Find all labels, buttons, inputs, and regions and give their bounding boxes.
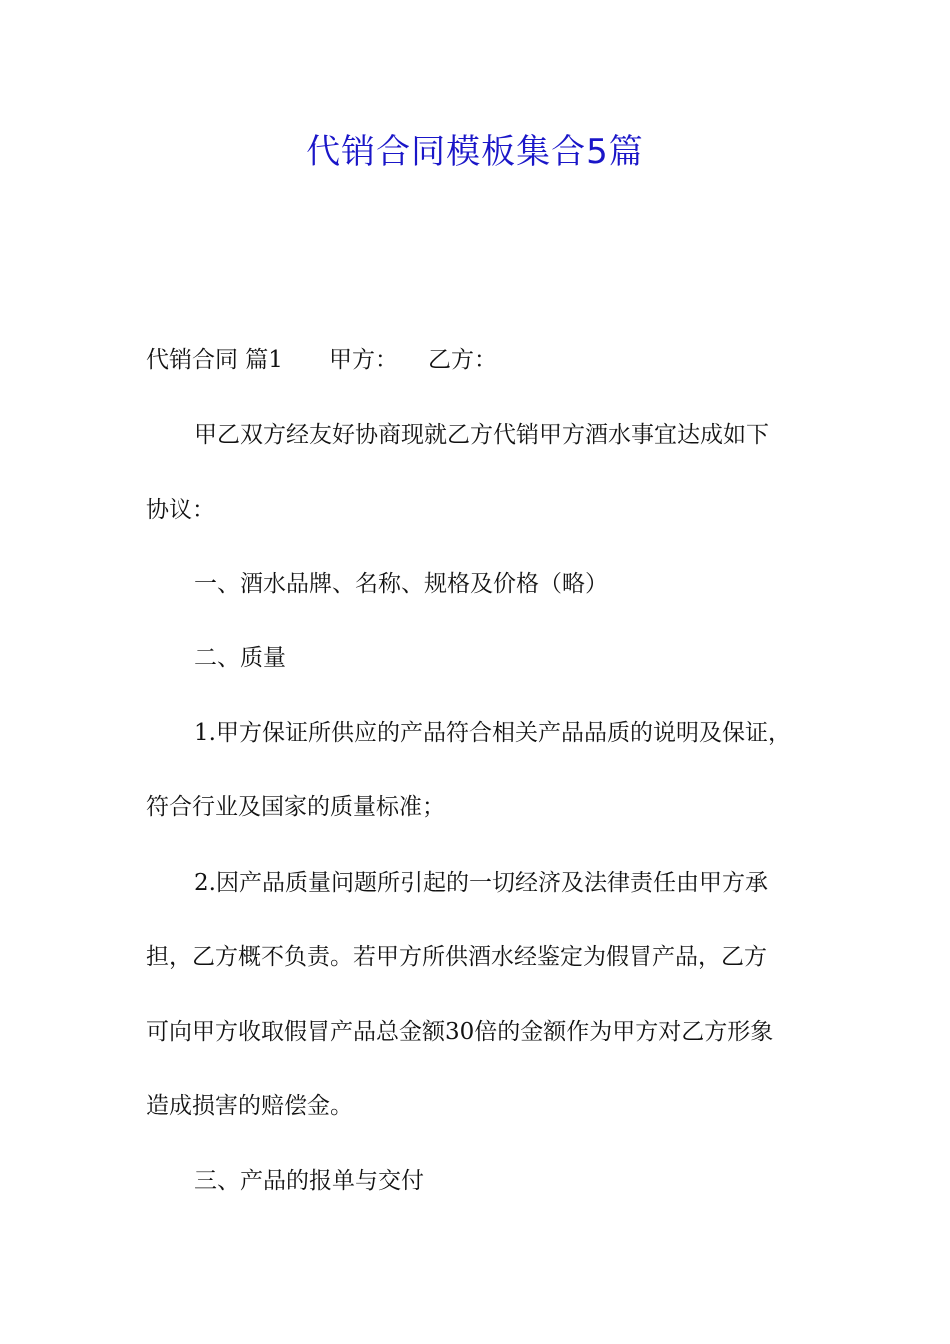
- header-line: [146, 344, 816, 376]
- party-b-label: 乙方：: [427, 347, 497, 373]
- section-heading: 一、酒水品牌、名称、规格及价格（略）: [194, 571, 608, 597]
- paragraph-line: 甲乙双方经友好协商现就乙方代销甲方酒水事宜达成如下: [194, 422, 769, 448]
- document-title: 代销合同模板集合5篇: [306, 132, 644, 172]
- section-heading: 三、产品的报单与交付: [194, 1168, 424, 1194]
- paragraph-line: 1.甲方保证所供应的产品符合相关产品品质的说明及保证，: [194, 720, 791, 746]
- paragraph-line: 可向甲方收取假冒产品总金额30倍的金额作为甲方对乙方形象: [146, 1019, 774, 1045]
- paragraph-line: 协议：: [146, 497, 215, 523]
- section-heading: 二、质量: [194, 645, 286, 671]
- party-a-label: 甲方：: [328, 347, 398, 373]
- paragraph-line: 担，乙方概不负责。若甲方所供酒水经鉴定为假冒产品，乙方: [146, 944, 767, 970]
- paragraph-line: 2.因产品质量问题所引起的一切经济及法律责任由甲方承: [194, 870, 768, 896]
- paragraph-line: 符合行业及国家的质量标准；: [146, 794, 445, 820]
- paragraph-line: 造成损害的赔偿金。: [146, 1093, 353, 1119]
- section-label: 代销合同 篇1: [146, 347, 283, 373]
